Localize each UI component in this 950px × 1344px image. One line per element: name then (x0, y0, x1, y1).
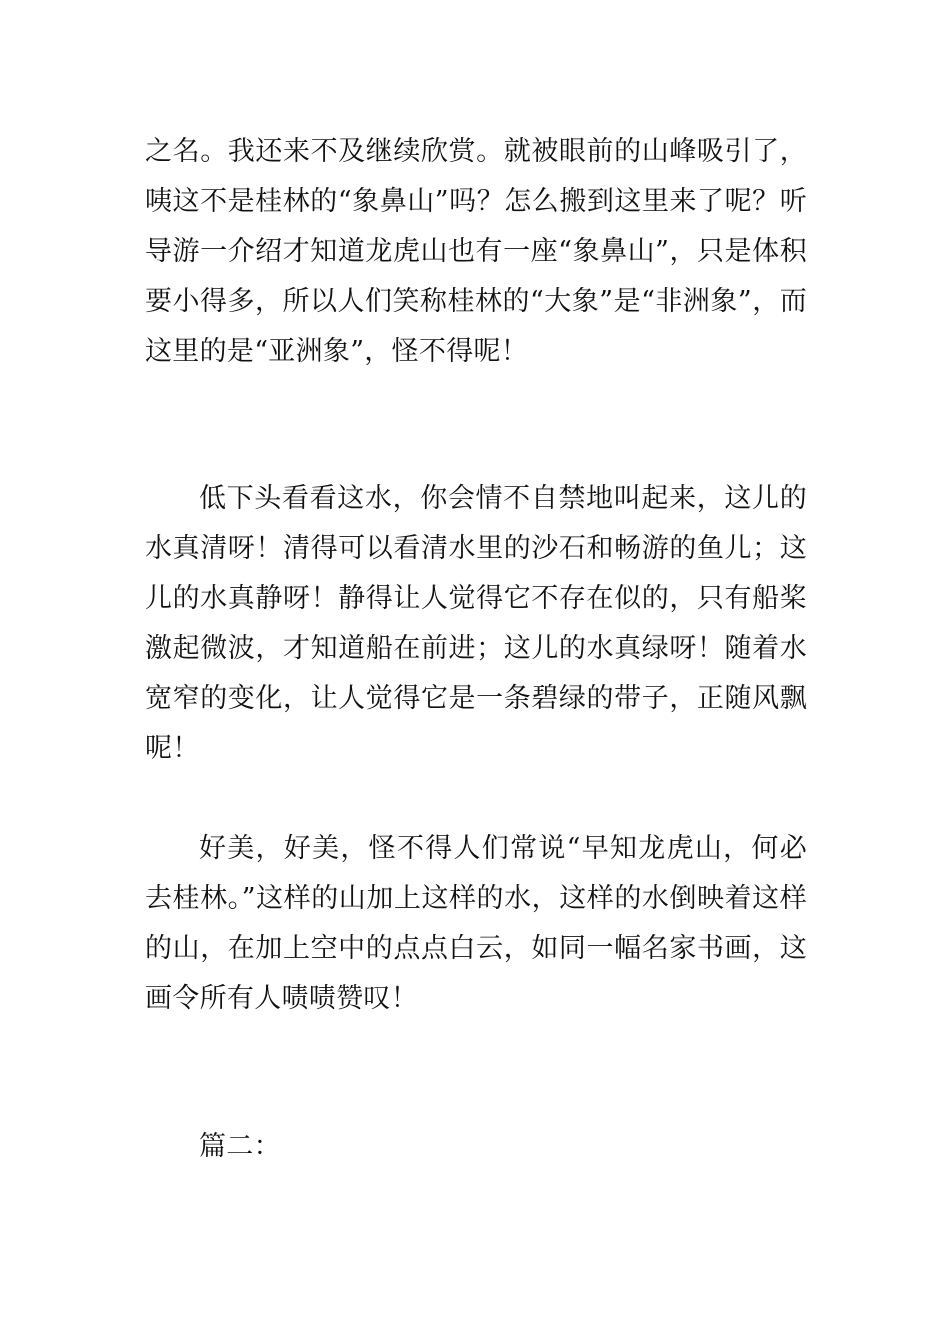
paragraph-water: 低下头看看这水，你会情不自禁地叫起来，这儿的水真清呀！清得可以看清水里的沙石和畅游的鱼儿；这儿的水真静呀！静得让人觉得它不存在似的，只有船桨激起微波，才知道船在前进；这儿的水真绿呀！随着水宽窄的变化，让人觉得它是一条碧绿的带子，正随风飘呢！ (145, 483, 807, 764)
paragraph-continuation: 之名。我还来不及继续欣赏。就被眼前的山峰吸引了，咦这不是桂林的“象鼻山”吗？怎么搬到这里来了呢？听导游一介绍才知道龙虎山也有一座“象鼻山”，只是体积要小得多，所以人们笑称桂林的“大象”是“非洲象”，而这里的是“亚洲象”，怪不得呢！ (145, 136, 807, 367)
paragraph-beauty: 好美，好美，怪不得人们常说“早知龙虎山，何必去桂林。”这样的山加上这样的水，这样的水倒映着这样的山，在加上空中的点点白云，如同一幅名家书画，这画令所有人啧啧赞叹！ (145, 833, 807, 1014)
section-heading-part-two: 篇二： (199, 1131, 281, 1162)
